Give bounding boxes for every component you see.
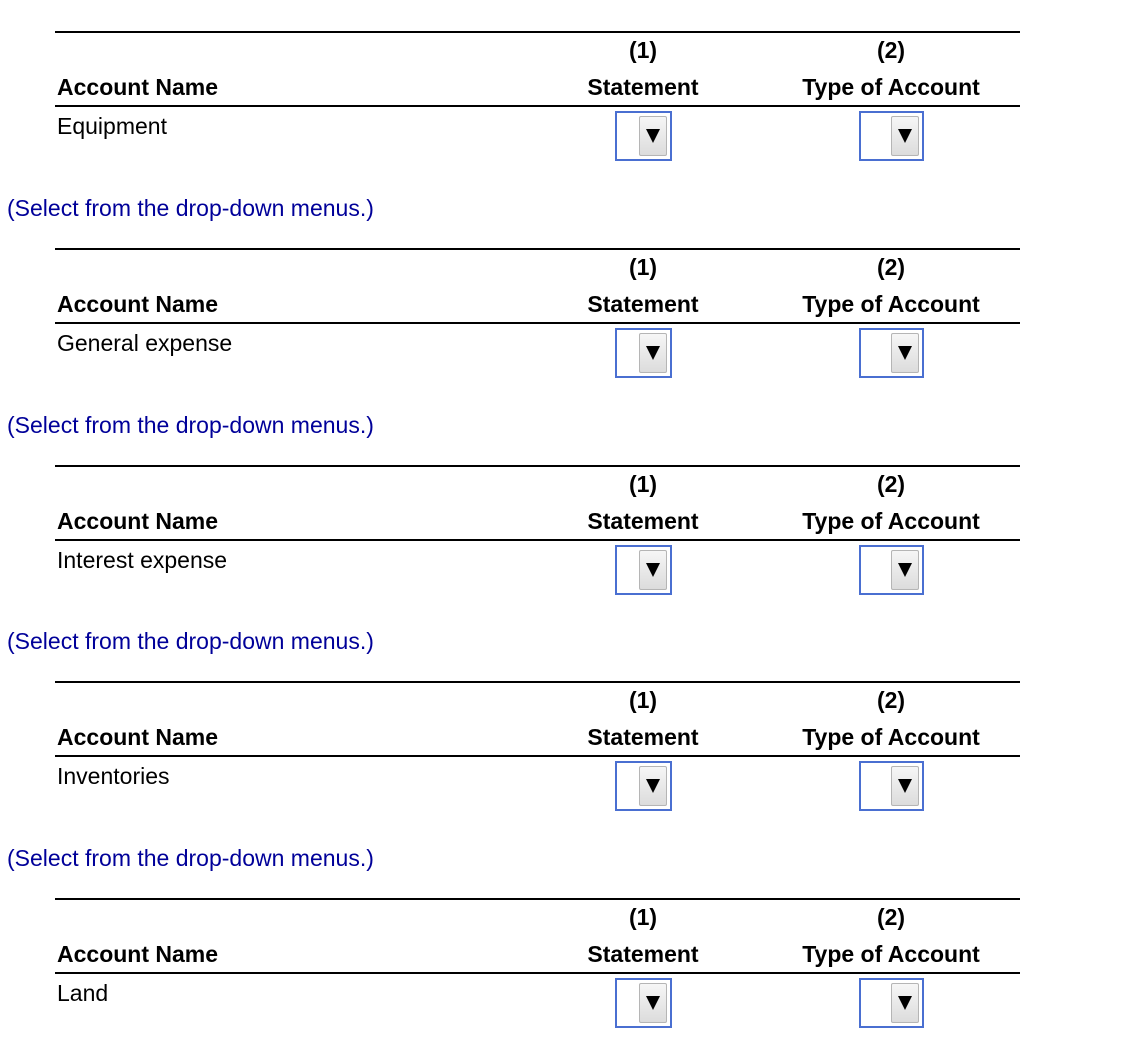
- account-name-header: Account Name: [57, 508, 219, 534]
- type-of-account-dropdown[interactable]: [859, 761, 924, 811]
- instruction-text: (Select from the drop-down menus.): [7, 845, 374, 871]
- header-rule: [55, 105, 1020, 107]
- chevron-down-icon: [646, 129, 660, 143]
- dropdown-button[interactable]: [639, 333, 667, 373]
- account-name-header: Account Name: [57, 941, 219, 967]
- statement-column-number: (1): [628, 37, 658, 63]
- dropdown-button[interactable]: [891, 550, 919, 590]
- type-of-account-dropdown[interactable]: [859, 978, 924, 1028]
- type-of-account-dropdown[interactable]: [859, 328, 924, 378]
- statement-dropdown[interactable]: [615, 111, 672, 161]
- type-of-account-header: Type of Account: [802, 508, 980, 534]
- type-of-account-header: Type of Account: [802, 74, 980, 100]
- table-top-rule: [55, 31, 1020, 33]
- type-of-account-header: Type of Account: [802, 724, 980, 750]
- statement-column-number: (1): [628, 687, 658, 713]
- type-of-account-dropdown[interactable]: [859, 545, 924, 595]
- table-top-rule: [55, 465, 1020, 467]
- account-block-equipment: [0, 31, 1126, 191]
- chevron-down-icon: [898, 996, 912, 1010]
- dropdown-button[interactable]: [639, 116, 667, 156]
- chevron-down-icon: [646, 563, 660, 577]
- header-rule: [55, 322, 1020, 324]
- statement-column-number: (1): [628, 471, 658, 497]
- statement-dropdown[interactable]: [615, 761, 672, 811]
- account-name: Inventories: [57, 763, 170, 789]
- instruction-text: (Select from the drop-down menus.): [7, 628, 374, 654]
- table-top-rule: [55, 681, 1020, 683]
- instruction-text: (Select from the drop-down menus.): [7, 412, 374, 438]
- header-rule: [55, 755, 1020, 757]
- account-block-inventories: [0, 628, 1126, 841]
- table-top-rule: [55, 248, 1020, 250]
- type-column-number: (2): [876, 687, 906, 713]
- statement-dropdown[interactable]: [615, 978, 672, 1028]
- type-column-number: (2): [876, 471, 906, 497]
- dropdown-button[interactable]: [891, 766, 919, 806]
- account-name-header: Account Name: [57, 74, 219, 100]
- instruction-text: (Select from the drop-down menus.): [7, 195, 374, 221]
- dropdown-button[interactable]: [891, 983, 919, 1023]
- chevron-down-icon: [898, 563, 912, 577]
- type-of-account-dropdown[interactable]: [859, 111, 924, 161]
- statement-header: Statement: [587, 941, 699, 967]
- type-column-number: (2): [876, 254, 906, 280]
- dropdown-button[interactable]: [891, 116, 919, 156]
- account-block-interest-expense: [0, 412, 1126, 625]
- type-of-account-header: Type of Account: [802, 941, 980, 967]
- statement-dropdown[interactable]: [615, 545, 672, 595]
- chevron-down-icon: [646, 996, 660, 1010]
- type-column-number: (2): [876, 37, 906, 63]
- table-top-rule: [55, 898, 1020, 900]
- dropdown-button[interactable]: [639, 983, 667, 1023]
- dropdown-button[interactable]: [891, 333, 919, 373]
- account-block-general-expense: [0, 195, 1126, 408]
- account-name: Land: [57, 980, 109, 1006]
- account-name: General expense: [57, 330, 233, 356]
- header-rule: [55, 539, 1020, 541]
- statement-column-number: (1): [628, 254, 658, 280]
- statement-header: Statement: [587, 724, 699, 750]
- type-of-account-header: Type of Account: [802, 291, 980, 317]
- chevron-down-icon: [898, 779, 912, 793]
- chevron-down-icon: [898, 129, 912, 143]
- statement-header: Statement: [587, 291, 699, 317]
- account-name-header: Account Name: [57, 291, 219, 317]
- statement-column-number: (1): [628, 904, 658, 930]
- dropdown-button[interactable]: [639, 766, 667, 806]
- account-block-land: [0, 845, 1126, 1046]
- chevron-down-icon: [646, 779, 660, 793]
- statement-header: Statement: [587, 508, 699, 534]
- account-name: Interest expense: [57, 547, 228, 573]
- type-column-number: (2): [876, 904, 906, 930]
- chevron-down-icon: [898, 346, 912, 360]
- chevron-down-icon: [646, 346, 660, 360]
- header-rule: [55, 972, 1020, 974]
- statement-header: Statement: [587, 74, 699, 100]
- account-name-header: Account Name: [57, 724, 219, 750]
- dropdown-button[interactable]: [639, 550, 667, 590]
- statement-dropdown[interactable]: [615, 328, 672, 378]
- account-name: Equipment: [57, 113, 167, 139]
